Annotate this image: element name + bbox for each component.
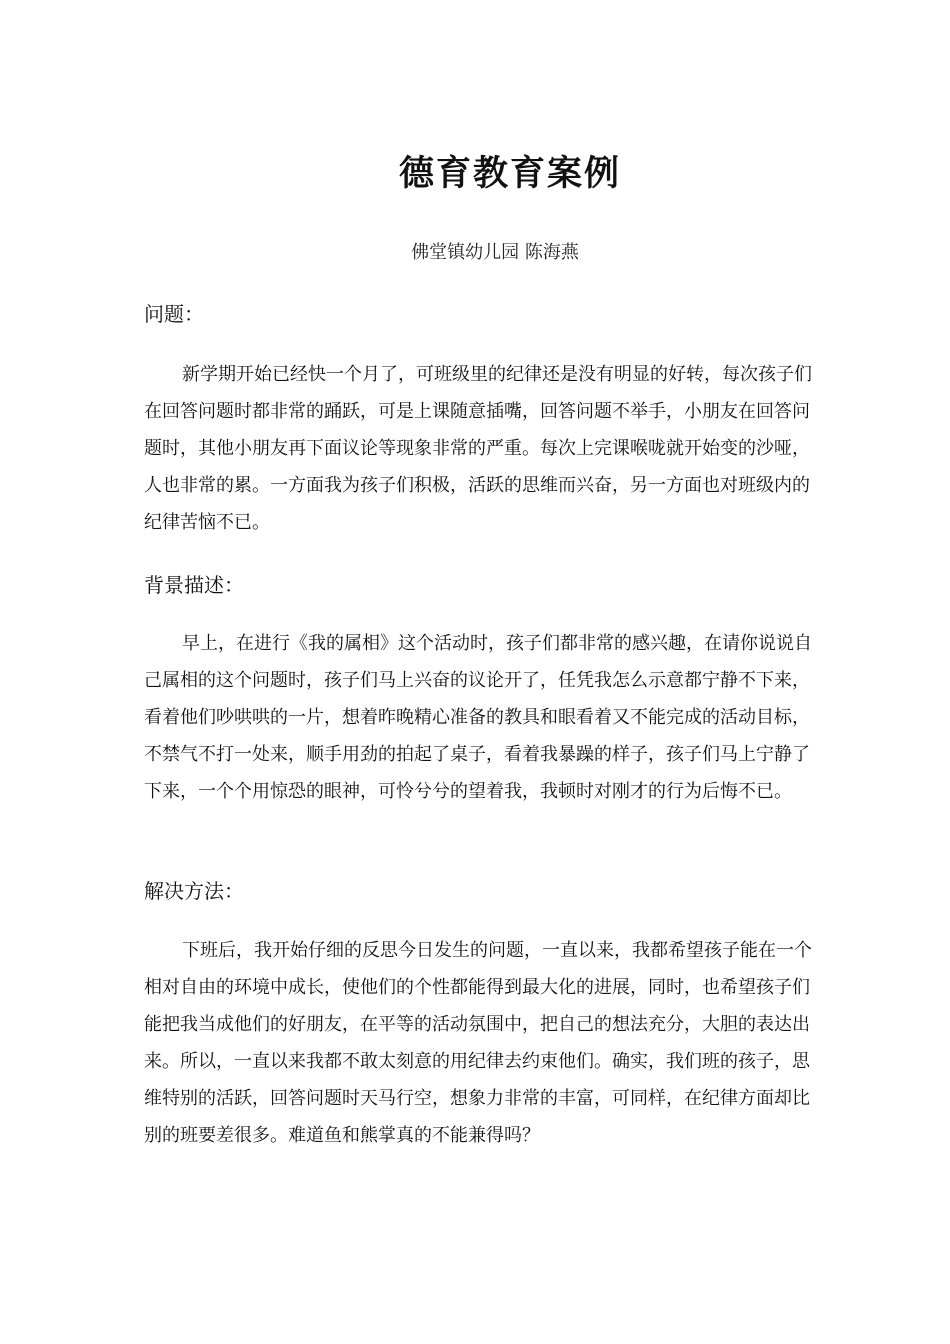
document-author: 佛堂镇幼儿园 陈海燕: [411, 242, 579, 263]
section-heading-background: 背景描述：: [144, 573, 244, 597]
section-heading-solution: 解决方法：: [144, 879, 244, 903]
document-title: 德育教育案例: [398, 153, 621, 194]
section-heading-problem: 问题：: [144, 302, 204, 326]
section-body-problem: 新学期开始已经快一个月了，可班级里的纪律还是没有明显的好转，每次孩子们在回答问题时都非常的踊跃，可是上课随意插嘴，回答问题不举手，小朋友在回答问题时，其他小朋友再下面议论等现象非常的严重。每次上完课喉咙就开始变的沙哑，人也非常的累。一方面我为孩子们积极，活跃的思维而兴奋，另一方面也对班级内的纪律苦恼不已。: [144, 364, 812, 533]
section-body-background: 早上，在进行《我的属相》这个活动时，孩子们都非常的感兴趣，在请你说说自己属相的这个问题时，孩子们马上兴奋的议论开了，任凭我怎么示意都宁静不下来，看着他们吵哄哄的一片，想着昨晚精心准备的教具和眼看着又不能完成的活动目标，不禁气不打一处来，顺手用劲的拍起了桌子，看着我暴躁的样子，孩子们马上宁静了下来，一个个用惊恐的眼神，可怜兮兮的望着我，我顿时对刚才的行为后悔不已。: [144, 633, 812, 802]
section-body-solution: 下班后，我开始仔细的反思今日发生的问题，一直以来，我都希望孩子能在一个相对自由的环境中成长，使他们的个性都能得到最大化的进展，同时，也希望孩子们能把我当成他们的好朋友，在平等的活动氛围中，把自己的想法充分，大胆的表达出来。所以，一直以来我都不敢太刻意的用纪律去约束他们。确实，我们班的孩子，思维特别的活跃，回答问题时天马行空，想象力非常的丰富，可同样，在纪律方面却比别的班要差很多。难道鱼和熊掌真的不能兼得吗？: [144, 940, 812, 1146]
